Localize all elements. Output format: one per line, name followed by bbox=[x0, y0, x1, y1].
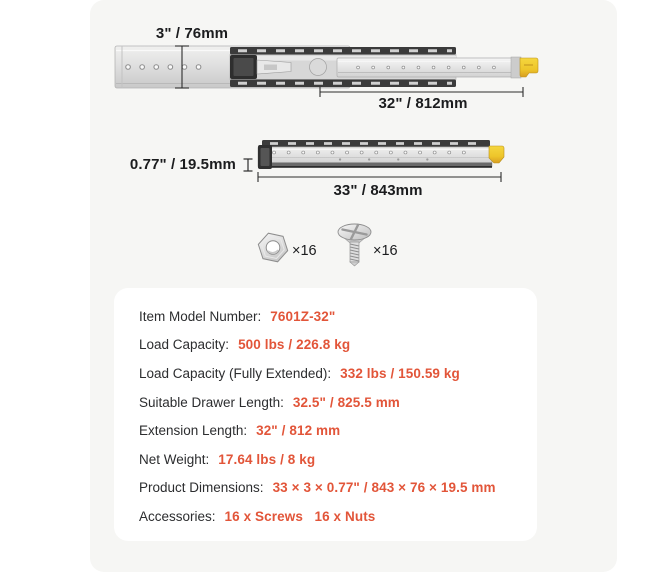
spec-label: Suitable Drawer Length: bbox=[139, 394, 284, 410]
extension-dimension-label: 32" / 812mm bbox=[378, 95, 468, 112]
spec-row-net-weight bbox=[139, 445, 519, 474]
closed-rail bbox=[258, 140, 504, 169]
thickness-dimension-icon bbox=[241, 156, 255, 174]
length-dimension-label: 33" / 843mm bbox=[333, 182, 423, 199]
spec-card bbox=[114, 288, 537, 541]
spec-value: 32.5" / 825.5 mm bbox=[292, 394, 400, 410]
spec-row-drawer-length bbox=[139, 388, 519, 417]
lock-handle bbox=[489, 146, 504, 163]
length-dimension-line bbox=[258, 172, 501, 182]
spec-value: 7601Z-32" bbox=[270, 308, 336, 324]
spec-value: 500 lbs / 226.8 kg bbox=[238, 337, 351, 353]
spec-row-load-capacity-extended bbox=[139, 359, 519, 388]
spec-label: Extension Length: bbox=[139, 423, 248, 439]
thickness-dimension-label: 0.77" / 19.5mm bbox=[129, 156, 236, 173]
spec-row-extension-length bbox=[139, 416, 519, 445]
spec-row-load-capacity bbox=[139, 331, 519, 360]
nut-count-label: ×16 bbox=[292, 243, 317, 259]
closed-slide-illustration bbox=[250, 136, 510, 186]
spec-row-model bbox=[139, 302, 519, 331]
spec-label: Item Model Number: bbox=[139, 308, 262, 324]
spec-value: 17.64 lbs / 8 kg bbox=[218, 451, 316, 467]
inner-rail bbox=[337, 57, 538, 78]
spec-label: Product Dimensions: bbox=[139, 480, 264, 496]
spec-row-accessories bbox=[139, 502, 519, 531]
spec-value: 32" / 812 mm bbox=[256, 423, 341, 439]
spec-label: Net Weight: bbox=[139, 451, 210, 467]
nut-icon bbox=[256, 231, 290, 265]
spec-label: Load Capacity (Fully Extended): bbox=[139, 365, 332, 381]
spec-value: 33 × 3 × 0.77" / 843 × 76 × 19.5 mm bbox=[272, 480, 496, 496]
spec-label: Load Capacity: bbox=[139, 337, 230, 353]
lock-handle bbox=[520, 58, 538, 77]
spec-label: Accessories: bbox=[139, 508, 216, 524]
spec-row-product-dimensions bbox=[139, 474, 519, 503]
spec-value: 332 lbs / 150.59 kg bbox=[340, 365, 460, 381]
height-dimension-label: 3" / 76mm bbox=[155, 25, 229, 42]
screw-count-label: ×16 bbox=[373, 243, 398, 259]
screw-icon bbox=[335, 221, 375, 267]
spec-value: 16 x Screws 16 x Nuts bbox=[224, 508, 376, 524]
